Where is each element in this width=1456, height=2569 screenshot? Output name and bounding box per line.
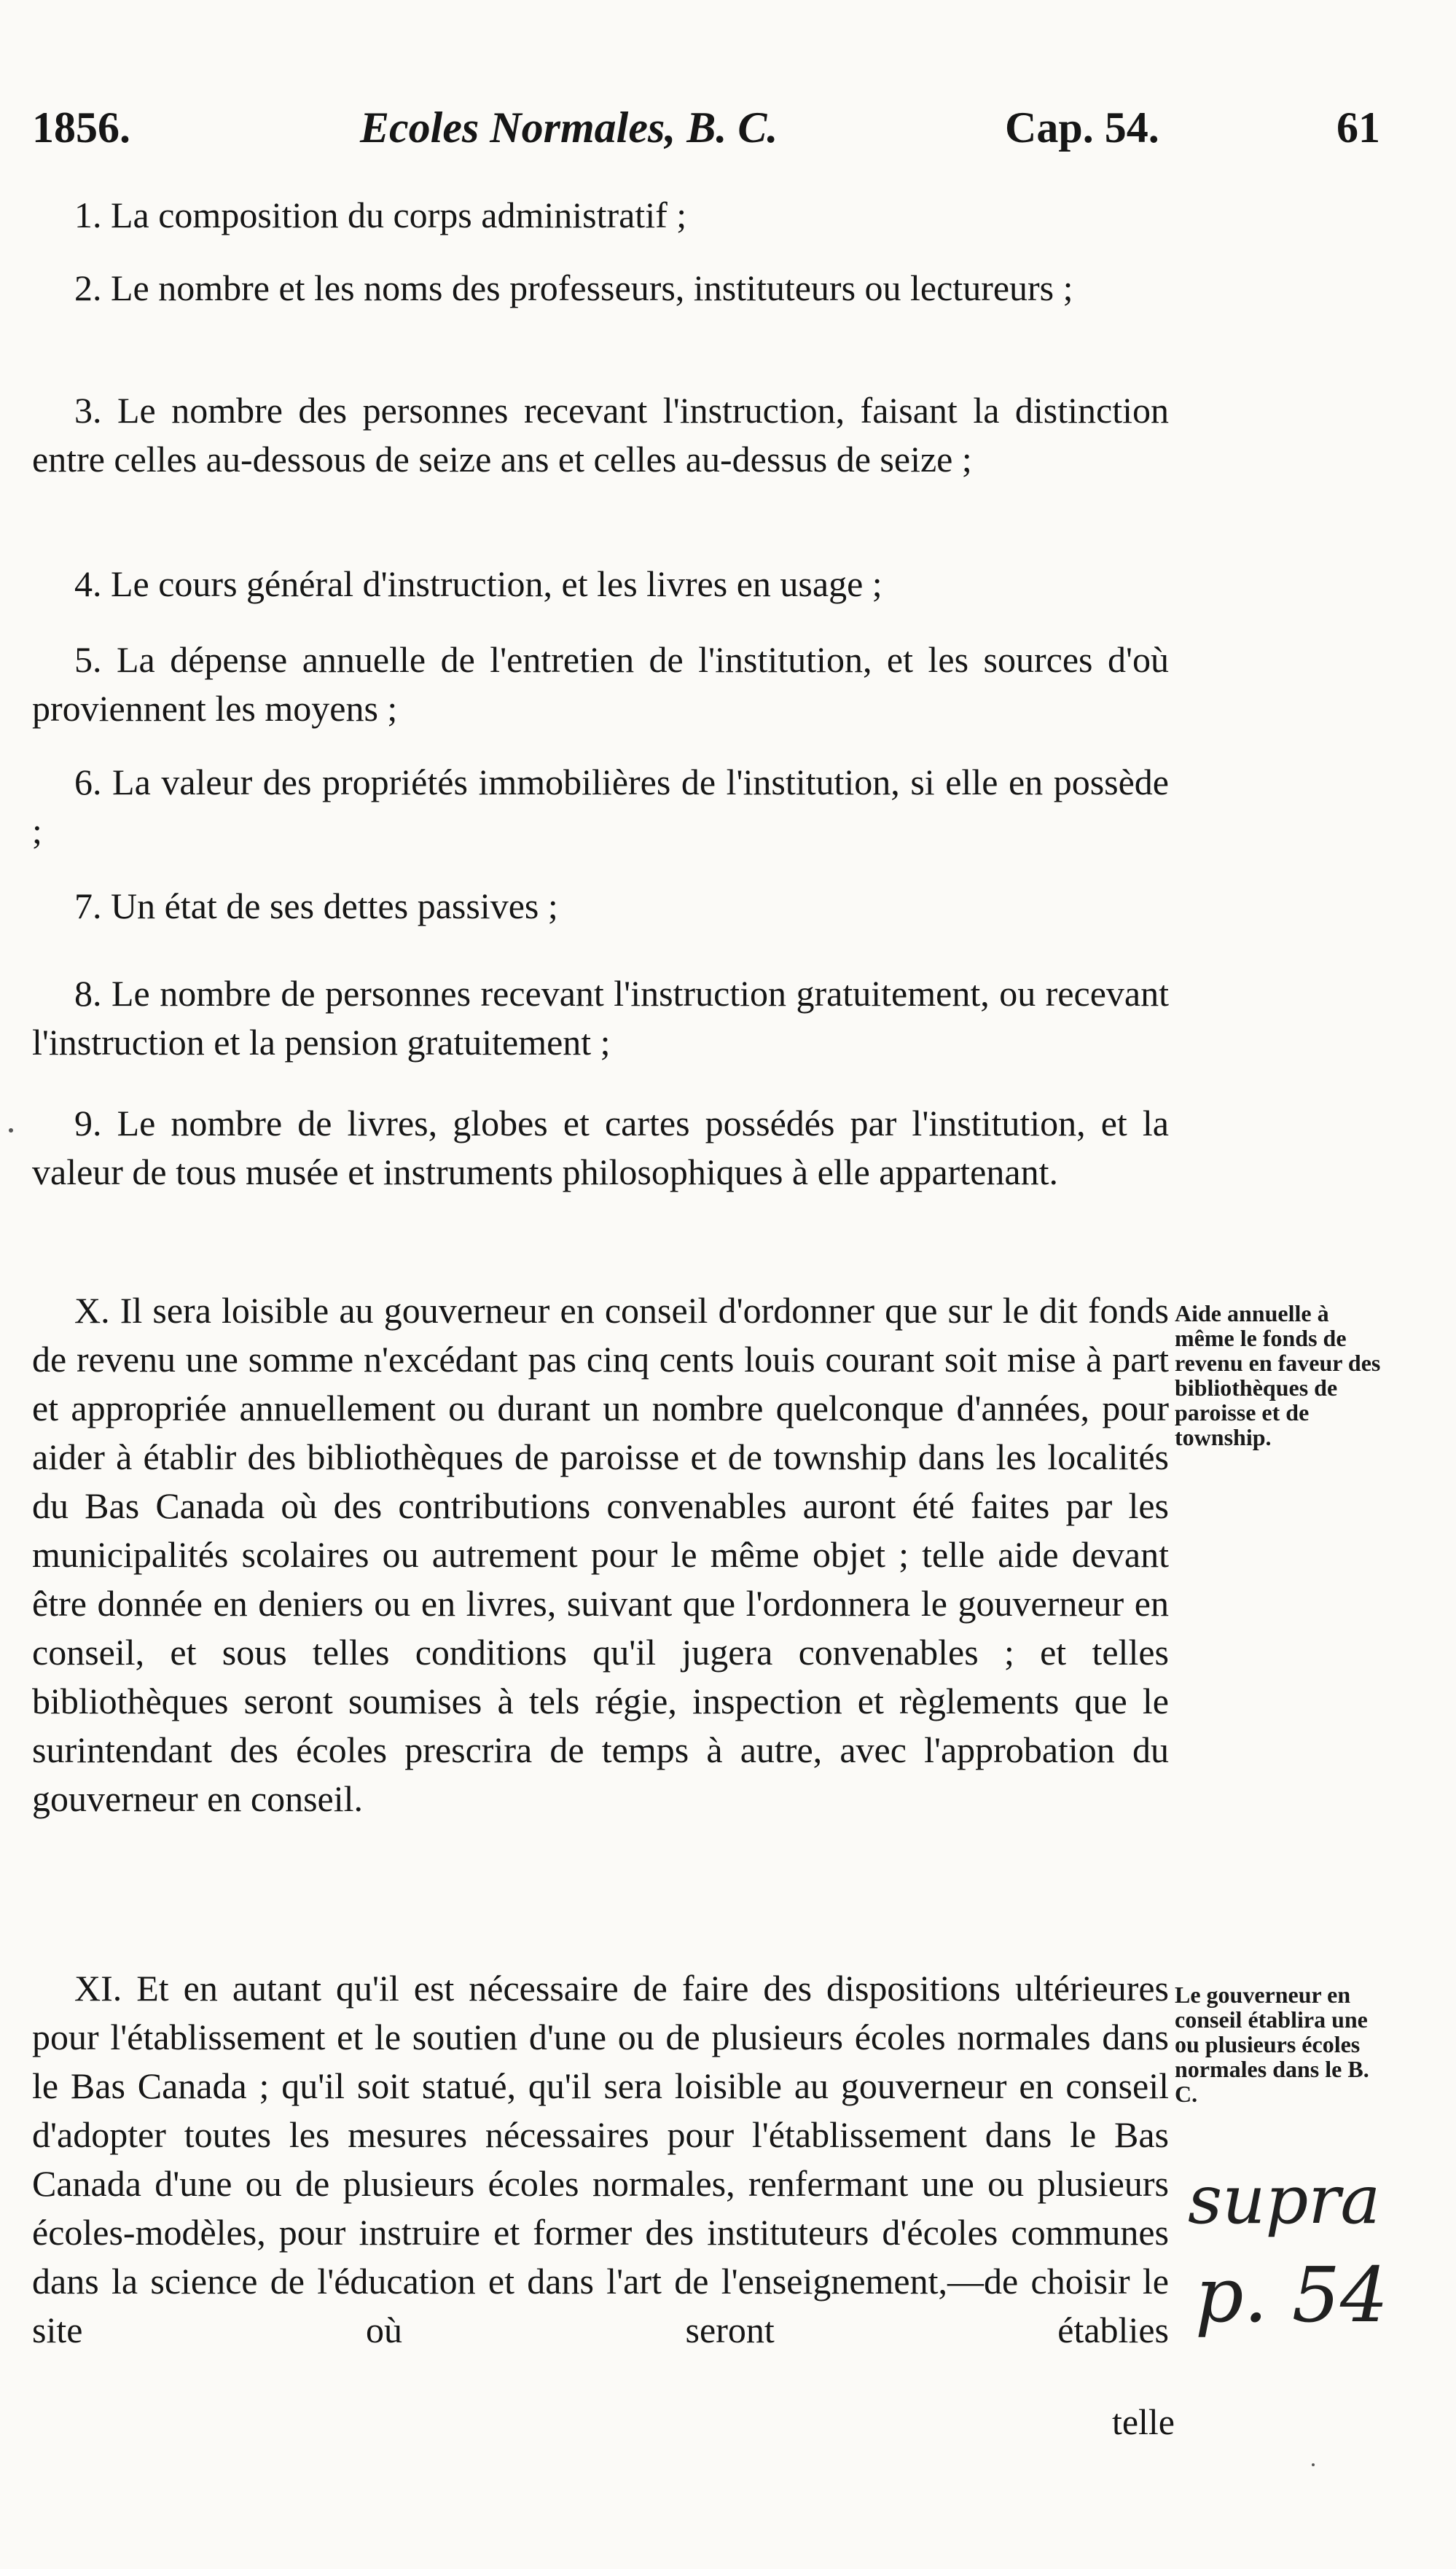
handwritten-annotation [1181, 2154, 1414, 2343]
handwritten-line: supra [1188, 2161, 1381, 2239]
list-item: 1. La composition du corps administratif ; [74, 195, 687, 235]
section-xi-paragraph [32, 1964, 1169, 2355]
list-item: 7. Un état de ses dettes passives ; [74, 885, 558, 926]
list-item: 4. Le cours général d'instruction, et les livres en usage ; [74, 563, 882, 604]
paper-speck [1312, 2463, 1315, 2466]
list-item: 3. Le nombre des personnes recevant l'instruction, faisant la distinction entre celles au-dessous de seize ans et celles au-dessus de seize ; [32, 390, 1169, 480]
section-xi-margin-note: Le gouverneur en conseil établira une ou plusieurs écoles normales dans le B. C. [1175, 1982, 1369, 2107]
section-xi-text: XI. Et en autant qu'il est nécessaire de faire des dispositions ultérieures pour l'établissement et le soutien d'une ou de plusieurs écoles normales dans le Bas Canada ; qu'il soit statué, qu'il sera loisible au gouverneur en conseil d'adopter toutes les mesures nécessaires pour l'établissement dans le Bas Canada d'une ou de plusieurs écoles normales, renfermant une ou plusieurs écoles-modèles, pour instruire et former des instituteurs d'écoles communes dans la science de l'éducation et dans l'art de l'enseignement,—de choisir le site où seront établies [32, 1968, 1169, 2350]
header-chapter: Cap. 54. [1005, 103, 1159, 152]
page-number: 61 [1336, 103, 1380, 152]
section-x-paragraph [32, 1286, 1169, 1823]
header-year: 1856. [32, 103, 130, 152]
catchword: telle [1111, 2401, 1175, 2442]
list-item: 2. Le nombre et les noms des professeurs, instituteurs ou lectureurs ; [74, 267, 1073, 308]
section-x-text: X. Il sera loisible au gouverneur en conseil d'ordonner que sur le dit fonds de revenu une somme n'excédant pas cinq cents louis courant soit mise à part et appropriée annuellement ou durant un nombre quelconque d'années, pour aider à établir des bibliothèques de paroisse et de township dans les localités du Bas Canada où des contributions convenables auront été faites par les municipalités scolaires ou autrement pour le même objet ; telle aide devant être donnée en deniers ou en livres, suivant que l'ordonnera le gouverneur en conseil, et sous telles conditions qu'il jugera convenables ; et telles bibliothèques seront soumises à tels régie, inspection et règlements que le surintendant des écoles prescrira de temps à autre, avec l'approbation du gouverneur en conseil. [32, 1290, 1169, 1819]
handwritten-line: p. 54 [1195, 2251, 1389, 2339]
list-item: 9. Le nombre de livres, globes et cartes possédés par l'institution, et la valeur de tous musée et instruments philosophiques à elle appartenant. [32, 1103, 1169, 1192]
section-x-margin-note: Aide annuelle à même le fonds de revenu en faveur des bibliothèques de paroisse et de township. [1175, 1300, 1381, 1450]
running-header [32, 95, 1387, 160]
paper-speck [9, 1128, 13, 1133]
list-item: 5. La dépense annuelle de l'entretien de l'institution, et les sources d'où proviennent les moyens ; [32, 639, 1169, 729]
list-item: 6. La valeur des propriétés immobilières de l'institution, si elle en possède ; [32, 762, 1169, 851]
header-title: Ecoles Normales, B. C. [360, 103, 778, 152]
list-item: 8. Le nombre de personnes recevant l'instruction gratuitement, ou recevant l'instruction et la pension gratuitement ; [32, 973, 1169, 1063]
